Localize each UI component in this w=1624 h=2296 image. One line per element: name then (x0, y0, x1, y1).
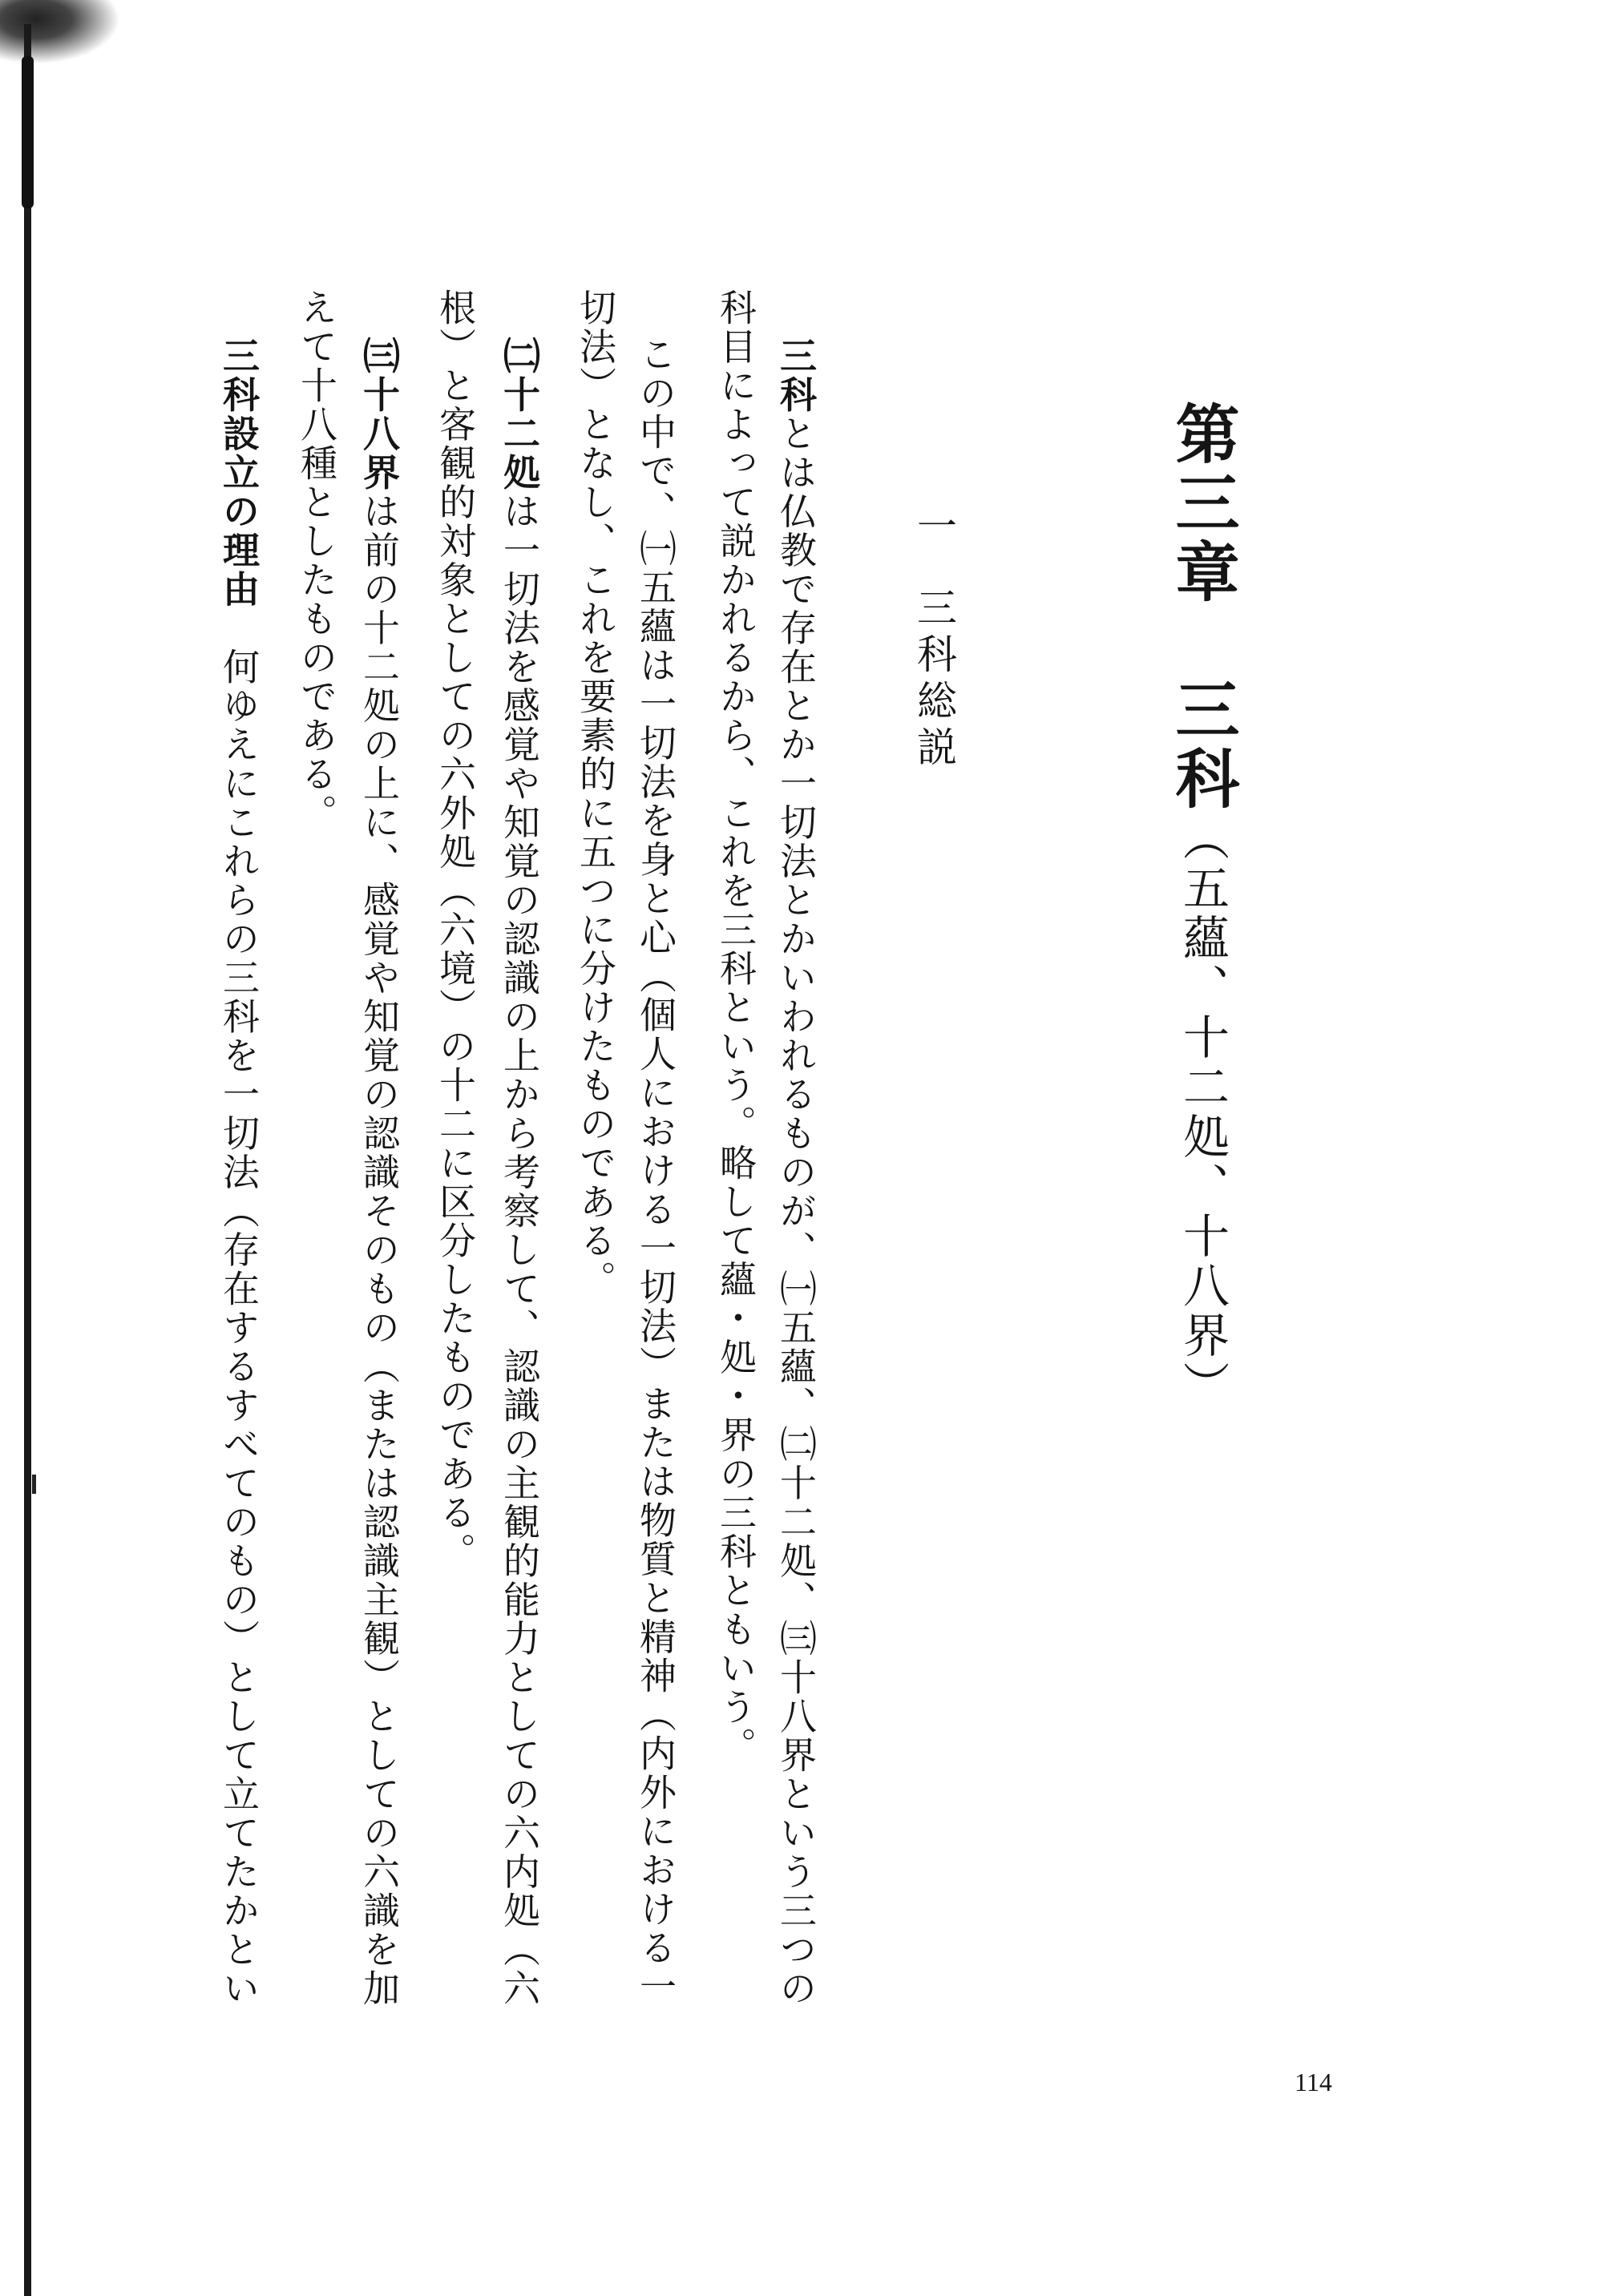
chapter-title: 三科 (1165, 676, 1240, 814)
body-text: 何ゆえにこれらの三科を一切法（存在するすべてのもの）として立てたかとい (217, 608, 261, 2008)
chapter-label: 第三章 (1165, 401, 1240, 607)
page-number: 114 (1295, 2068, 1332, 2096)
body-line (434, 289, 477, 1572)
body-text: は前の十二処の上に、感覚や知覚の認識そのもの（または認識主観）としての六識を加 (358, 492, 401, 2008)
body-line (217, 337, 261, 2008)
section-heading (911, 505, 957, 773)
scan-speck (32, 1475, 36, 1494)
chapter-heading (1165, 401, 1240, 1410)
body-line (634, 335, 677, 2007)
body-text: 科目によって説かれるから、これを三科という。略して蘊・処・界の三科ともいう。 (714, 289, 757, 1765)
body-text: 根）と客観的対象としての六外処（六境）の十二に区分したものである。 (434, 289, 477, 1572)
body-line (498, 337, 541, 2008)
scan-corner-smudge (0, 0, 120, 64)
body-line (774, 337, 818, 2008)
body-line (295, 289, 338, 833)
body-text: 切法）となし、これを要素的に五つに分けたものである。 (574, 289, 617, 1299)
body-text: この中で、㈠五蘊は一切法を身と心（個人における一切法）または物質と精神（内外における一 (634, 335, 677, 2007)
chapter-gap (1165, 607, 1240, 676)
body-text: えて十八種としたものである。 (295, 289, 338, 833)
body-text: とは仏教で存在とか一切法とかいわれるものが、㈠五蘊、㈡十二処、㈢十八界という三つの (774, 414, 818, 2008)
term-lead: ㈡十二処 (498, 337, 541, 492)
term-lead: 三科設立の理由 (217, 337, 261, 609)
chapter-subtitle: （五蘊、十二処、十八界） (1175, 814, 1230, 1410)
term-lead: 三科 (774, 337, 818, 414)
section-title: 三科総説 (911, 587, 957, 773)
body-line (358, 337, 401, 2008)
term-lead: ㈢十八界 (358, 337, 401, 492)
section-number: 一 (911, 505, 957, 551)
binding-edge-line (24, 24, 31, 2296)
body-line (714, 289, 757, 1765)
body-line (574, 289, 617, 1299)
body-text: は一切法を感覚や知覚の認識の上から考察して、認識の主観的能力としての六内処（六 (498, 492, 541, 2008)
